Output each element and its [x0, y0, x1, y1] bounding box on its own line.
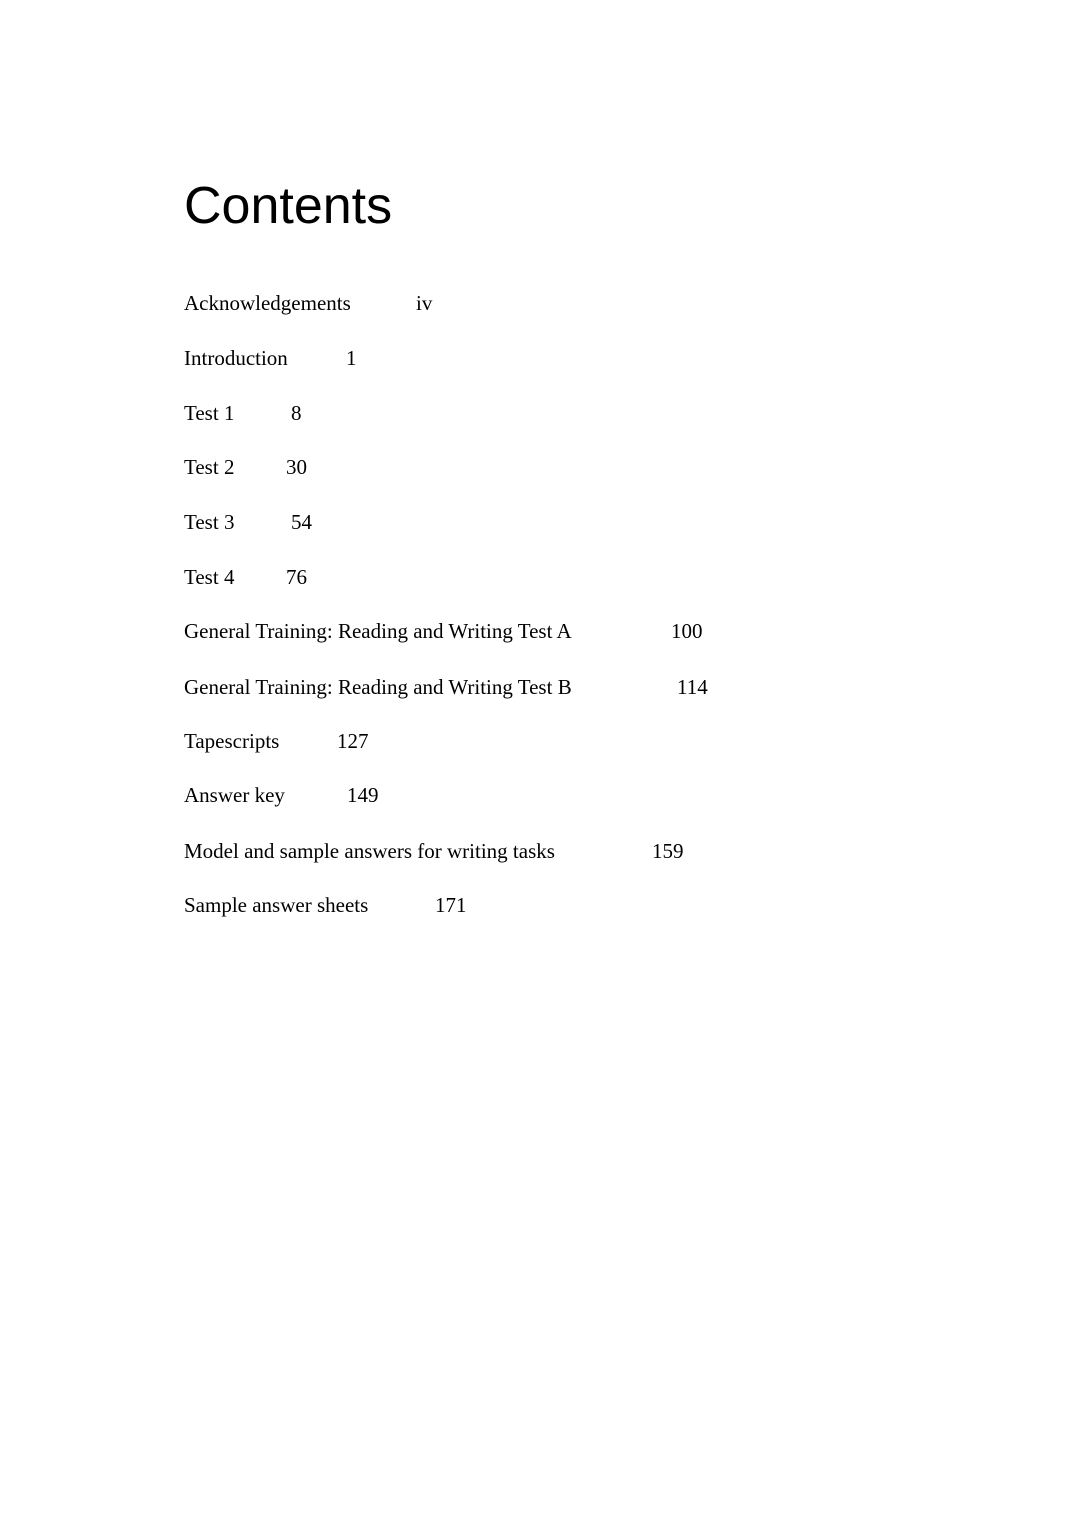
toc-entry[interactable] — [184, 289, 984, 317]
toc-entry-page: 171 — [435, 893, 467, 917]
toc-entry[interactable] — [184, 837, 984, 865]
toc-entry[interactable] — [184, 344, 984, 372]
toc-entry[interactable] — [184, 617, 984, 645]
toc-entry-page: iv — [416, 291, 433, 315]
toc-entry-page: 30 — [286, 455, 307, 479]
toc-entry[interactable] — [184, 453, 984, 481]
toc-entry-page: 54 — [291, 510, 312, 534]
toc-entry-label: General Training: Reading and Writing Test B — [184, 675, 572, 699]
toc-entry[interactable] — [184, 891, 984, 919]
toc-entry-label: Answer key — [184, 783, 285, 807]
toc-entry-label: Test 1 — [184, 401, 235, 425]
toc-entry[interactable] — [184, 563, 984, 591]
toc-entry-page: 127 — [337, 729, 369, 753]
toc-entry-page: 8 — [291, 401, 302, 425]
toc-entry-label: Tapescripts — [184, 729, 280, 753]
toc-entry-label: Sample answer sheets — [184, 893, 369, 917]
toc-entry[interactable] — [184, 727, 984, 755]
toc-entry-page: 76 — [286, 565, 307, 589]
toc-entry[interactable] — [184, 508, 984, 536]
toc-entry-page: 100 — [671, 619, 703, 643]
toc-entry-label: Test 2 — [184, 455, 235, 479]
toc-entry-label: Model and sample answers for writing tasks — [184, 839, 555, 863]
toc-entry[interactable] — [184, 399, 984, 427]
toc-entry-page: 114 — [677, 675, 708, 699]
toc-entry[interactable] — [184, 673, 984, 701]
toc-entry-label: Test 4 — [184, 565, 235, 589]
toc-entry-label: Test 3 — [184, 510, 235, 534]
toc-entry-label: Acknowledgements — [184, 291, 351, 315]
toc-entry-page: 1 — [346, 346, 357, 370]
page-title: Contents — [184, 177, 393, 235]
toc-entry-label: General Training: Reading and Writing Test A — [184, 619, 572, 643]
toc-entry[interactable] — [184, 781, 984, 809]
toc-entry-label: Introduction — [184, 346, 288, 370]
toc-entry-page: 149 — [347, 783, 379, 807]
toc-entry-page: 159 — [652, 839, 684, 863]
